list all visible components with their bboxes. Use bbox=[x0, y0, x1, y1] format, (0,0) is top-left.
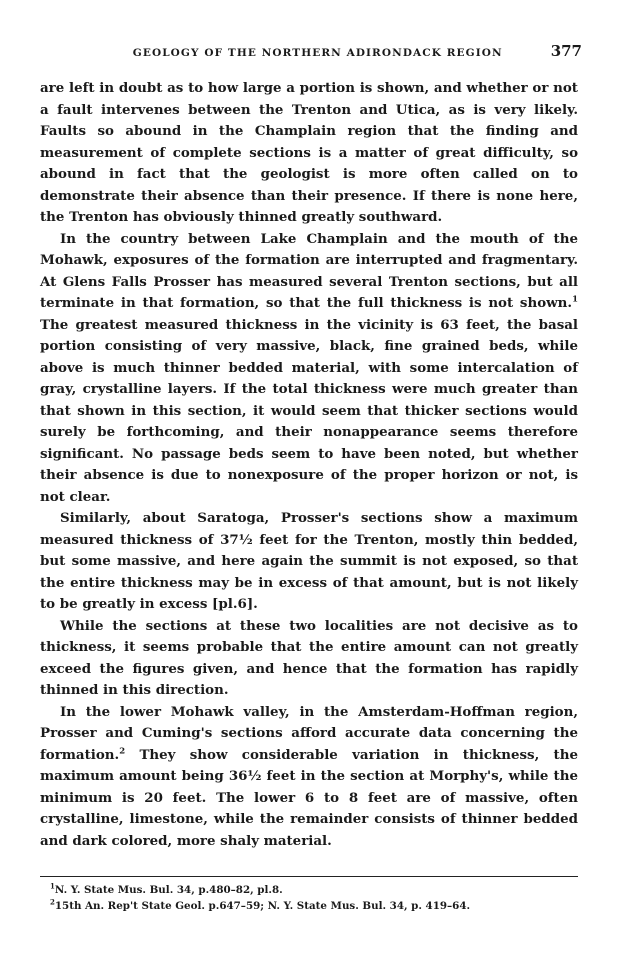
paragraph-5 bbox=[40, 702, 578, 853]
paragraph-5-text-after: They show considerable variation in thickness, the maximum amount being 36½ feet in the section at Morphy's, while the minimum is 20 feet. The lower 6 to 8 feet are of massive, often crystalline, limestone, while the remainder consists of thinner bedded and dark colored, more shaly material. bbox=[40, 746, 578, 849]
paragraph-3-text: Similarly, about Saratoga, Prosser's sections show a maximum measured thickness of 37½ feet for the Trenton, mostly thin bedded, but some massive, and here again the summit is not exposed, so that the entire thickness may be in excess of that amount, but is not likely to be greatly in excess [pl.6]. bbox=[40, 510, 578, 612]
running-head bbox=[40, 42, 582, 64]
paragraph-4 bbox=[40, 616, 578, 702]
paragraph-3 bbox=[40, 508, 578, 616]
body-text bbox=[40, 78, 578, 852]
running-title: GEOLOGY OF THE NORTHERN ADIRONDACK REGION bbox=[132, 47, 503, 59]
page-number: 377 bbox=[550, 42, 582, 60]
paragraph-1 bbox=[40, 78, 578, 229]
footnote-1 bbox=[40, 882, 578, 898]
footnotes bbox=[40, 882, 578, 914]
paragraph-2-text-before: In the country between Lake Champlain and the mouth of the Mohawk, exposures of the formation are interrupted and fragmentary. At Glens Falls Prosser has measured several Trenton sections, but all terminate in that formation, so that the full thickness is not shown. bbox=[40, 230, 578, 311]
footnote-1-text: N. Y. State Mus. Bul. 34, p.480–82, pl.8. bbox=[54, 884, 283, 896]
footnote-reference-1: 1 bbox=[572, 294, 578, 305]
footnote-2-text: 15th An. Rep't State Geol. p.647–59; N. Y. State Mus. Bul. 34, p. 419–64. bbox=[54, 900, 471, 912]
paragraph-4-text: While the sections at these two localities are not decisive as to thickness, it seems probable that the entire amount can not greatly exceed the figures given, and hence that the formation has rapidly thinned in this direction. bbox=[40, 617, 578, 698]
footnote-2 bbox=[40, 898, 578, 914]
footnote-reference-2: 2 bbox=[119, 746, 126, 757]
footnote-divider bbox=[40, 876, 578, 877]
paragraph-2-text-after: The greatest measured thickness in the vicinity is 63 feet, the basal portion consisting of very massive, black, fine grained beds, while above is much thinner bedded material, with some intercalation of gray, crystalline layers. If the total thickness were much greater than that shown in this section, it would seem that thicker sections would surely be forthcoming, and their nonappearance seems therefore significant. No passage beds seem to have been noted, but whether their absence is due to nonexposure of the proper horizon or not, is not clear. bbox=[40, 316, 578, 505]
footnote-2-mark: 2 bbox=[50, 897, 55, 907]
footnote-1-mark: 1 bbox=[50, 881, 55, 891]
paragraph-5-text-before: In the lower Mohawk valley, in the Amsterdam-Hoffman region, Prosser and Cuming's sections afford accurate data concerning the formation. bbox=[40, 703, 578, 763]
paragraph-2 bbox=[40, 229, 578, 509]
paragraph-1-text: are left in doubt as to how large a portion is shown, and whether or not a fault intervenes between the Trenton and Utica, as is very likely. Faults so abound in the Champlain region that the finding and measurement of complete sections is a matter of great difficulty, so abound in fact that the geologist is more often called on to demonstrate their absence than their presence. If there is none here, the Trenton has obviously thinned greatly southward. bbox=[40, 80, 578, 225]
